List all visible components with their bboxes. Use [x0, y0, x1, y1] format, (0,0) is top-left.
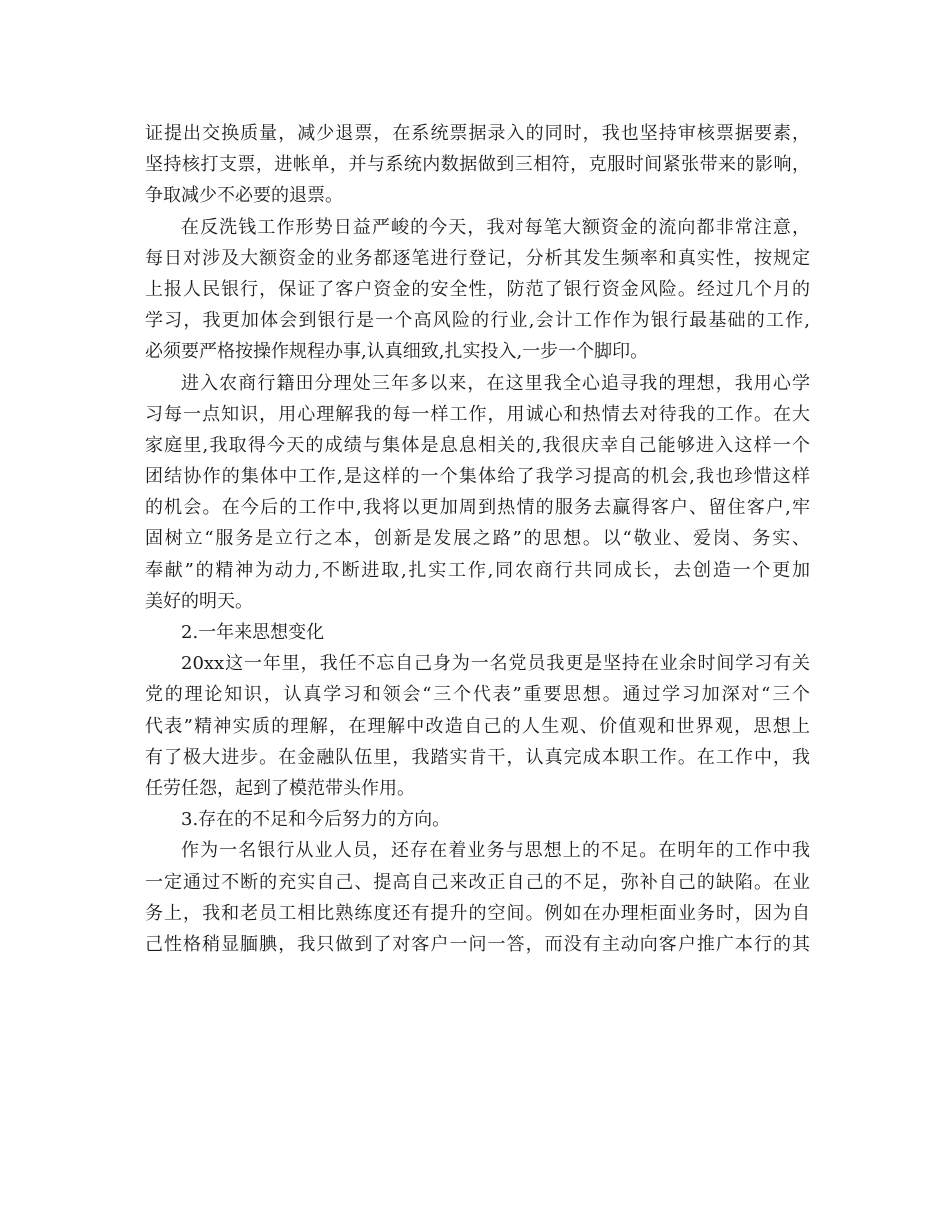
section-heading: 2.一年来思想变化	[181, 622, 325, 643]
text-line: 任劳任怨，起到了模范带头作用。	[145, 777, 415, 799]
text-line: 有了极大进步。在金融队伍里，我踏实肯干，认真完成本职工作。在工作中，我	[145, 746, 810, 768]
text-line: 美好的明天。	[145, 590, 253, 612]
text-line: 团结协作的集体中工作,是这样的一个集体给了我学习提高的机会,我也珍惜这样	[145, 466, 810, 488]
text-line: 学习，我更加体会到银行是一个高风险的行业,会计工作作为银行最基础的工作,	[145, 310, 810, 332]
text-line: 一定通过不断的充实自己、提高自己来改正自己的不足，弥补自己的缺陷。在业	[145, 871, 810, 893]
text-line: 务上，我和老员工相比熟练度还有提升的空间。例如在办理柜面业务时，因为自	[145, 902, 810, 924]
paragraph-first-line: 20xx这一年里，我任不忘自己身为一名党员我更是坚持在业余时间学习有关	[181, 653, 810, 675]
text-line: 党的理论知识，认真学习和领会“三个代表”重要思想。通过学习加深对“三个	[145, 684, 810, 706]
text-line: 己性格稍显腼腆，我只做到了对客户一问一答，而没有主动向客户推广本行的其	[145, 933, 810, 955]
paragraph-first-line: 在反洗钱工作形势日益严峻的今天，我对每笔大额资金的流向都非常注意，	[181, 216, 810, 238]
text-line: 习每一点知识，用心理解我的每一样工作，用诚心和热情去对待我的工作。在大	[145, 403, 810, 425]
text-line: 证提出交换质量，减少退票，在系统票据录入的同时，我也坚持审核票据要素，	[145, 123, 810, 144]
text-line: 坚持核打支票，进帐单，并与系统内数据做到三相符，克服时间紧张带来的影响，	[145, 154, 810, 176]
paragraph-first-line: 作为一名银行从业人员，还存在着业务与思想上的不足。在明年的工作中我	[181, 840, 810, 862]
text-line: 固树立“服务是立行之本，创新是发展之路”的思想。以“敬业、爱岗、务实、	[145, 528, 810, 550]
text-line: 家庭里,我取得今天的成绩与集体是息息相关的,我很庆幸自己能够进入这样一个	[145, 434, 810, 456]
paragraph-first-line: 进入农商行籍田分理处三年多以来，在这里我全心追寻我的理想，我用心学	[181, 372, 810, 394]
text-line: 的机会。在今后的工作中,我将以更加周到热情的服务去赢得客户、留住客户,牢	[145, 497, 810, 519]
text-line: 每日对涉及大额资金的业务都逐笔进行登记，分析其发生频率和真实性，按规定	[145, 247, 810, 269]
text-line: 代表”精神实质的理解，在理解中改造自己的人生观、价值观和世界观，思想上	[145, 715, 810, 737]
text-line: 奉献”的精神为动力,不断进取,扎实工作,同农商行共同成长，去创造一个更加	[145, 559, 810, 581]
text-line: 必须要严格按操作规程办事,认真细致,扎实投入,一步一个脚印。	[145, 341, 649, 363]
text-line: 上报人民银行，保证了客户资金的安全性，防范了银行资金风险。经过几个月的	[145, 278, 810, 300]
text-line: 争取减少不必要的退票。	[145, 185, 343, 207]
section-heading: 3.存在的不足和今后努力的方向。	[181, 809, 451, 831]
document-body	[145, 118, 810, 960]
